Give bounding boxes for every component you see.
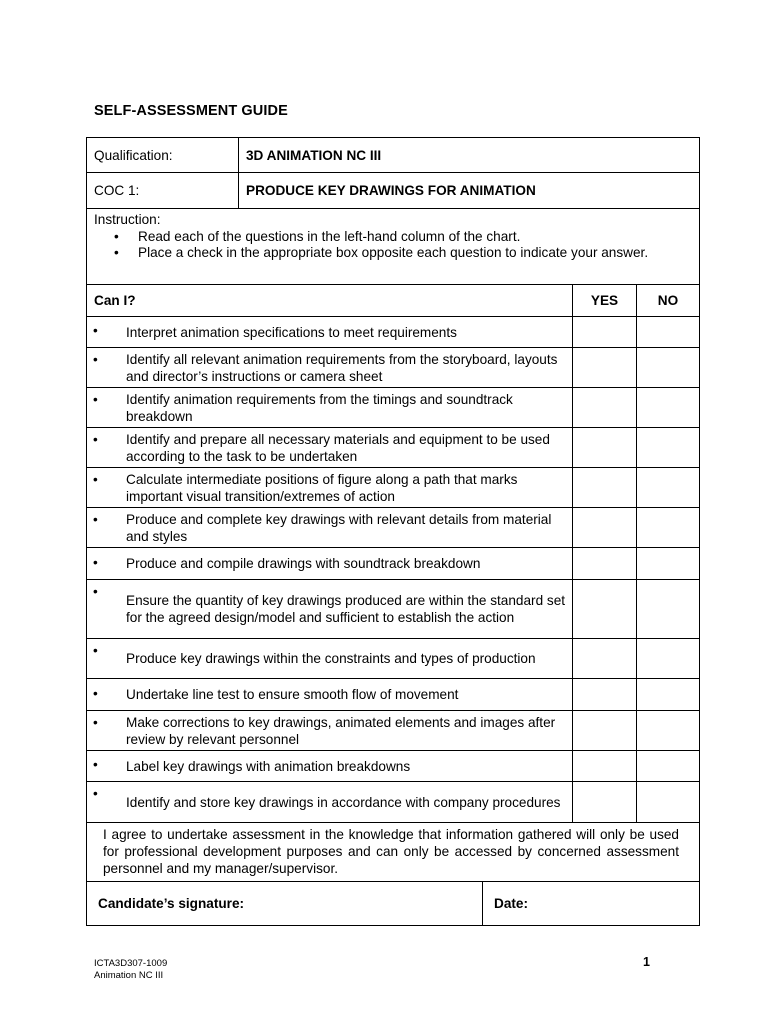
question-cell	[87, 711, 573, 751]
question-text: Make corrections to key drawings, animated elements and images after review by relevant personnel	[126, 714, 556, 747]
no-checkbox-cell[interactable]	[637, 468, 700, 508]
yes-checkbox-cell[interactable]	[573, 580, 637, 639]
bullet: •	[93, 685, 98, 701]
question-text: Identify and store key drawings in accordance with company procedures	[126, 794, 561, 810]
no-checkbox-cell[interactable]	[637, 711, 700, 751]
document-title: SELF-ASSESSMENT GUIDE	[94, 103, 288, 119]
instruction-item: • Place a check in the appropriate box opposite each question to indicate your answer.	[94, 245, 692, 262]
bullet: •	[93, 472, 98, 487]
yes-checkbox-cell[interactable]	[573, 751, 637, 782]
question-cell	[87, 508, 573, 548]
question-cell	[87, 348, 573, 388]
table-row	[87, 348, 700, 388]
self-assessment-table	[86, 137, 700, 926]
question-cell	[87, 388, 573, 428]
table-row	[87, 679, 700, 711]
table-header-row	[87, 285, 700, 317]
instruction-item: • Read each of the questions in the left-hand column of the chart.	[94, 229, 692, 246]
yes-checkbox-cell[interactable]	[573, 711, 637, 751]
no-checkbox-cell[interactable]	[637, 348, 700, 388]
footer-left	[94, 958, 167, 982]
question-cell	[87, 548, 573, 580]
bullet: •	[93, 757, 98, 773]
bullet: •	[93, 432, 98, 447]
header-yes: YES	[573, 285, 637, 317]
question-text: Ensure the quantity of key drawings produced are within the standard set for the agreed design/model and sufficient to establish the action	[126, 593, 566, 625]
agreement-text: I agree to undertake assessment in the knowledge that information gathered will only be used for professional development purposes and can only be accessed by concerned assessment personnel and my manager/supervisor.	[87, 823, 700, 882]
table-row	[87, 711, 700, 751]
bullet: •	[93, 392, 98, 407]
footer-code: ICTA3D307-1009	[94, 958, 168, 969]
question-cell	[87, 428, 573, 468]
no-checkbox-cell[interactable]	[637, 388, 700, 428]
coc-label: COC 1:	[87, 173, 239, 209]
table-row	[87, 388, 700, 428]
no-checkbox-cell[interactable]	[637, 782, 700, 823]
question-text: Interpret animation specifications to meet requirements	[126, 324, 457, 340]
bullet: •	[93, 323, 98, 339]
instruction-row	[87, 209, 700, 285]
candidate-signature-field[interactable]: Candidate’s signature:	[87, 882, 483, 926]
question-cell	[87, 639, 573, 679]
no-checkbox-cell[interactable]	[637, 317, 700, 348]
footer-subtitle: Animation NC III	[94, 970, 164, 981]
table-row	[87, 639, 700, 679]
yes-checkbox-cell[interactable]	[573, 428, 637, 468]
yes-checkbox-cell[interactable]	[573, 548, 637, 580]
qualification-row	[87, 138, 700, 173]
no-checkbox-cell[interactable]	[637, 508, 700, 548]
no-checkbox-cell[interactable]	[637, 580, 700, 639]
no-checkbox-cell[interactable]	[637, 679, 700, 711]
no-checkbox-cell[interactable]	[637, 428, 700, 468]
agreement-row	[87, 823, 700, 882]
question-cell	[87, 580, 573, 639]
yes-checkbox-cell[interactable]	[573, 468, 637, 508]
qualification-label: Qualification:	[87, 138, 239, 173]
yes-checkbox-cell[interactable]	[573, 348, 637, 388]
instruction-cell	[87, 209, 700, 285]
table-row	[87, 468, 700, 508]
table-row	[87, 548, 700, 580]
qualification-value: 3D ANIMATION NC III	[239, 138, 700, 173]
question-text: Identify and prepare all necessary materials and equipment to be used according to the task to be undertaken	[126, 431, 550, 464]
table-row	[87, 317, 700, 348]
yes-checkbox-cell[interactable]	[573, 782, 637, 823]
no-checkbox-cell[interactable]	[637, 639, 700, 679]
question-text: Identify animation requirements from the timings and soundtrack breakdown	[126, 391, 513, 424]
question-text: Produce and complete key drawings with relevant details from material and styles	[126, 511, 552, 544]
yes-checkbox-cell[interactable]	[573, 679, 637, 711]
question-text: Produce key drawings within the constraints and types of production	[126, 651, 536, 666]
yes-checkbox-cell[interactable]	[573, 508, 637, 548]
question-text: Calculate intermediate positions of figure along a path that marks important visual transition/extremes of action	[126, 471, 518, 504]
question-text: Identify all relevant animation requirements from the storyboard, layouts and director’s instructions or camera sheet	[126, 351, 558, 384]
table-row	[87, 428, 700, 468]
header-no: NO	[637, 285, 700, 317]
no-checkbox-cell[interactable]	[637, 751, 700, 782]
coc-value: PRODUCE KEY DRAWINGS FOR ANIMATION	[239, 173, 700, 209]
instruction-list	[94, 229, 692, 262]
bullet: •	[93, 512, 98, 527]
yes-checkbox-cell[interactable]	[573, 317, 637, 348]
signature-row	[87, 882, 700, 926]
question-text: Produce and compile drawings with soundtrack breakdown	[126, 556, 481, 571]
page-number: 1	[643, 955, 650, 969]
bullet: •	[93, 352, 98, 367]
table-row	[87, 580, 700, 639]
bullet: •	[93, 554, 98, 570]
question-cell	[87, 751, 573, 782]
bullet: •	[93, 584, 98, 599]
instruction-label: Instruction:	[94, 212, 161, 227]
yes-checkbox-cell[interactable]	[573, 388, 637, 428]
bullet: •	[93, 715, 98, 730]
table-row	[87, 508, 700, 548]
question-cell	[87, 782, 573, 823]
header-can-i: Can I?	[87, 285, 573, 317]
table-row	[87, 751, 700, 782]
table-row	[87, 782, 700, 823]
date-field[interactable]: Date:	[483, 882, 700, 926]
no-checkbox-cell[interactable]	[637, 548, 700, 580]
question-text: Undertake line test to ensure smooth flow of movement	[126, 687, 459, 702]
yes-checkbox-cell[interactable]	[573, 639, 637, 679]
question-text: Label key drawings with animation breakdowns	[126, 758, 411, 774]
coc-row	[87, 173, 700, 209]
bullet: •	[93, 786, 98, 801]
question-cell	[87, 679, 573, 711]
question-cell	[87, 468, 573, 508]
question-cell	[87, 317, 573, 348]
bullet: •	[93, 643, 98, 658]
